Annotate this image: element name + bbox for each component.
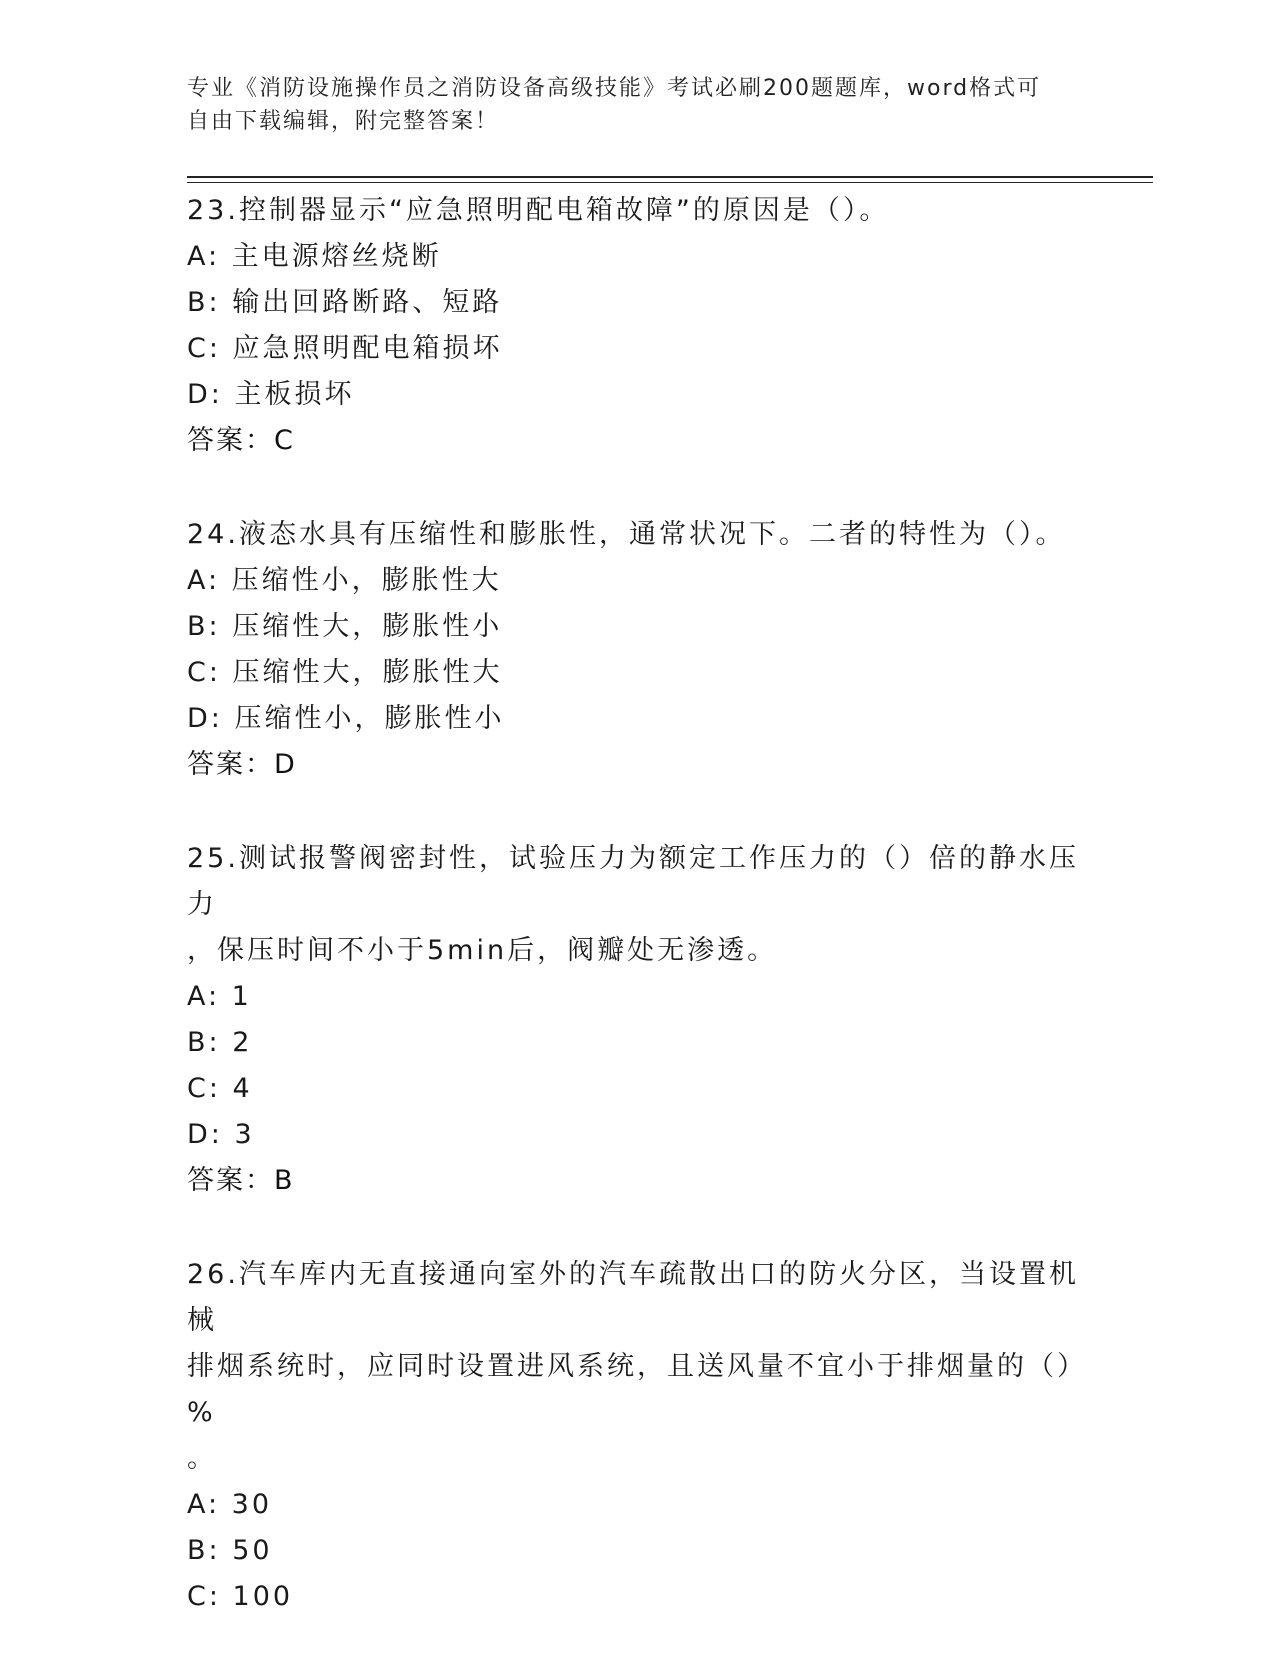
question-stem-line-2: ，保压时间不小于5min后，阀瓣处无渗透。 bbox=[187, 935, 778, 966]
question-24 bbox=[187, 512, 1087, 788]
header-line-1: 专业《消防设施操作员之消防设备高级技能》考试必刷200题题库，word格式可 bbox=[187, 76, 1042, 101]
answer-line: 答案：C bbox=[187, 425, 295, 456]
option-b: B: 压缩性大，膨胀性小 bbox=[187, 611, 503, 642]
option-d: D: 主板损坏 bbox=[187, 379, 355, 410]
option-a: A: 压缩性小，膨胀性大 bbox=[187, 565, 502, 596]
option-d: D: 3 bbox=[187, 1119, 255, 1150]
header-divider-thin bbox=[187, 182, 1153, 183]
question-25 bbox=[187, 836, 1087, 1204]
question-list bbox=[187, 188, 1087, 1668]
option-a: A: 30 bbox=[187, 1489, 273, 1520]
question-26 bbox=[187, 1252, 1087, 1620]
option-d: D: 压缩性小，膨胀性小 bbox=[187, 703, 505, 734]
answer-line: 答案：B bbox=[187, 1165, 295, 1196]
question-23 bbox=[187, 188, 1087, 464]
answer-line: 答案：D bbox=[187, 749, 297, 780]
question-stem-line-1: 25.测试报警阀密封性，试验压力为额定工作压力的（）倍的静水压力 bbox=[187, 843, 1079, 920]
question-stem: 23.控制器显示“应急照明配电箱故障”的原因是（）。 bbox=[187, 195, 890, 226]
question-stem-line-3: 。 bbox=[187, 1443, 217, 1474]
question-stem-line-1: 26.汽车库内无直接通向室外的汽车疏散出口的防火分区，当设置机械 bbox=[187, 1259, 1079, 1336]
question-stem-line-2: 排烟系统时，应同时设置进风系统，且送风量不宜小于排烟量的（）% bbox=[187, 1351, 1087, 1428]
option-a: A: 主电源熔丝烧断 bbox=[187, 241, 442, 272]
option-b: B: 输出回路断路、短路 bbox=[187, 287, 503, 318]
option-a: A: 1 bbox=[187, 981, 252, 1012]
document-header bbox=[187, 72, 1087, 138]
option-c: C: 100 bbox=[187, 1581, 294, 1612]
option-c: C: 4 bbox=[187, 1073, 253, 1104]
option-b: B: 50 bbox=[187, 1535, 273, 1566]
header-line-2: 自由下载编辑，附完整答案！ bbox=[187, 109, 500, 134]
question-stem: 24.液态水具有压缩性和膨胀性，通常状况下。二者的特性为（）。 bbox=[187, 519, 1066, 550]
option-c: C: 压缩性大，膨胀性大 bbox=[187, 657, 503, 688]
option-c: C: 应急照明配电箱损坏 bbox=[187, 333, 503, 364]
option-b: B: 2 bbox=[187, 1027, 253, 1058]
header-divider-thick bbox=[187, 176, 1153, 178]
